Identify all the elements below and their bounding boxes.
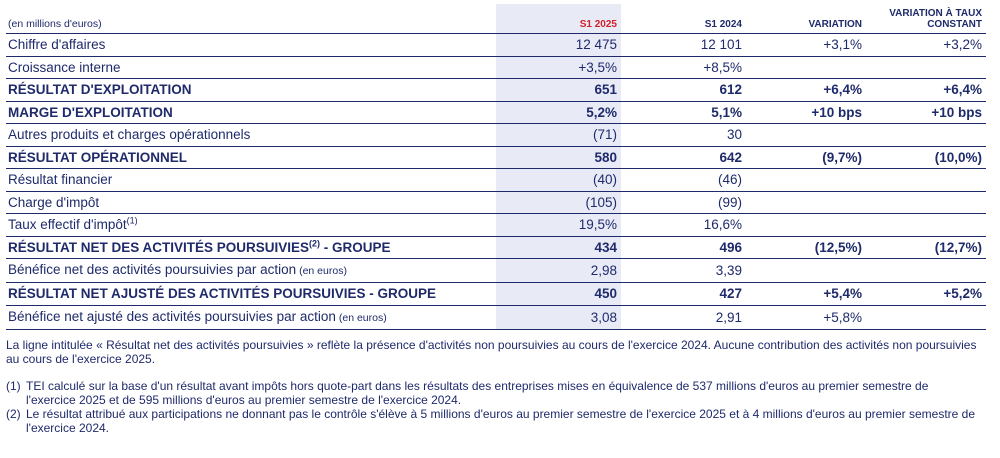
- cell-s1-2025: +3,5%: [496, 56, 621, 79]
- row-label-suffix: - GROUPE: [320, 239, 391, 255]
- row-label-text: Bénéfice net ajusté des activités poursuivies par action: [8, 308, 336, 324]
- row-label-unit: (en euros): [335, 311, 387, 324]
- row-label-text: Bénéfice net des activités poursuivies par action: [8, 262, 297, 277]
- cell-s1-2025: (40): [496, 169, 621, 192]
- row-label: Charge d'impôt: [6, 191, 496, 214]
- cell-variation: +10 bps: [746, 101, 866, 124]
- cell-s1-2025: 450: [496, 283, 621, 306]
- cell-variation: (9,7%): [746, 146, 866, 169]
- cell-variation: +5,8%: [746, 305, 866, 329]
- table-row: [6, 79, 986, 102]
- row-label: Autres produits et charges opérationnels: [6, 124, 496, 147]
- row-label-text: Taux effectif d'impôt: [8, 217, 127, 233]
- footnote-marker: (1): [6, 379, 21, 393]
- footnote-ref-1: (1): [126, 215, 138, 226]
- cell-s1-2024: 5,1%: [621, 101, 746, 124]
- cell-variation: +3,1%: [746, 34, 866, 57]
- cell-variation-constant: +10 bps: [866, 101, 986, 124]
- cell-variation-constant: (12,7%): [866, 236, 986, 259]
- table-row: [6, 191, 986, 214]
- cell-s1-2025: 651: [496, 79, 621, 102]
- table-row: [6, 305, 986, 329]
- row-label: RÉSULTAT D'EXPLOITATION: [6, 79, 496, 102]
- cell-variation-constant: [866, 56, 986, 79]
- cell-variation: [746, 124, 866, 147]
- table-header-row: [6, 4, 986, 34]
- footnote-text: Le résultat attribué aux participations ne donnant pas le contrôle s'élève à 5 millions d'euros au premier semestre de l'exercice 2025 et à 4 millions d'euros au premier semestre de l'exercice 2024.: [26, 407, 976, 435]
- row-label-unit: (en euros): [296, 265, 347, 277]
- cell-s1-2024: +8,5%: [621, 56, 746, 79]
- cell-variation-constant: (10,0%): [866, 146, 986, 169]
- footnote-1: [6, 379, 981, 407]
- table-row: [6, 214, 986, 237]
- table-row: [6, 283, 986, 306]
- row-label: [6, 214, 496, 237]
- cell-variation: +6,4%: [746, 79, 866, 102]
- cell-s1-2025: (105): [496, 191, 621, 214]
- table-row: [6, 169, 986, 192]
- cell-variation-constant: +5,2%: [866, 283, 986, 306]
- unit-label: (en millions d'euros): [6, 4, 496, 34]
- cell-s1-2025: 434: [496, 236, 621, 259]
- cell-s1-2024: 496: [621, 236, 746, 259]
- cell-s1-2025: 19,5%: [496, 214, 621, 237]
- cell-s1-2024: 642: [621, 146, 746, 169]
- cell-variation-constant: [866, 124, 986, 147]
- table-row: [6, 236, 986, 259]
- cell-variation: [746, 169, 866, 192]
- row-label: [6, 305, 496, 329]
- row-label: RÉSULTAT OPÉRATIONNEL: [6, 146, 496, 169]
- footnote-marker: (2): [6, 407, 21, 421]
- cell-s1-2024: 427: [621, 283, 746, 306]
- cell-variation-constant: +6,4%: [866, 79, 986, 102]
- col-header-variation-constant-line1: VARIATION À TAUX: [889, 8, 982, 19]
- intro-note: La ligne intitulée « Résultat net des activités poursuivies » reflète la présence d'activités non poursuivies au cours de l'exercice 2024. Aucune contribution des activités non poursuivies au cours de l'exercice 2025.: [6, 338, 977, 366]
- cell-s1-2024: (99): [621, 191, 746, 214]
- table-row: [6, 124, 986, 147]
- cell-s1-2024: (46): [621, 169, 746, 192]
- cell-variation-constant: [866, 214, 986, 237]
- col-header-s1-2024: S1 2024: [621, 4, 746, 34]
- cell-variation-constant: +3,2%: [866, 34, 986, 57]
- row-label: Chiffre d'affaires: [6, 34, 496, 57]
- cell-variation-constant: [866, 191, 986, 214]
- footnote-2: [6, 407, 981, 435]
- cell-s1-2025: (71): [496, 124, 621, 147]
- footnote-text: TEI calculé sur la base d'un résultat avant impôts hors quote-part dans les résultats des entreprises mises en équivalence de 537 millions d'euros au premier semestre de l'exercice 2025 et de 595 millions d'euros au premier semestre de l'exercice 2024.: [26, 379, 929, 407]
- cell-s1-2024: 3,39: [621, 259, 746, 283]
- cell-s1-2025: 3,08: [496, 305, 621, 329]
- table-row: [6, 56, 986, 79]
- cell-variation: [746, 214, 866, 237]
- cell-variation: [746, 259, 866, 283]
- row-label: [6, 259, 496, 283]
- cell-s1-2025: 580: [496, 146, 621, 169]
- footnote-ref-2: (2): [309, 238, 321, 249]
- cell-variation-constant: [866, 169, 986, 192]
- table-row: [6, 101, 986, 124]
- col-header-variation-constant-line2: CONSTANT: [927, 19, 982, 30]
- row-label: Croissance interne: [6, 56, 496, 79]
- row-label-text: RÉSULTAT NET DES ACTIVITÉS POURSUIVIES: [8, 239, 310, 255]
- cell-variation-constant: [866, 305, 986, 329]
- income-statement-table: [6, 4, 986, 330]
- cell-s1-2024: 12 101: [621, 34, 746, 57]
- cell-variation: [746, 191, 866, 214]
- row-label: RÉSULTAT NET AJUSTÉ DES ACTIVITÉS POURSUIVIES - GROUPE: [6, 283, 496, 306]
- cell-s1-2025: 2,98: [496, 259, 621, 283]
- cell-variation: [746, 56, 866, 79]
- cell-variation-constant: [866, 259, 986, 283]
- table-row: [6, 146, 986, 169]
- col-header-s1-2025: S1 2025: [496, 4, 621, 34]
- cell-s1-2024: 16,6%: [621, 214, 746, 237]
- col-header-variation-constant: [866, 4, 986, 34]
- row-label: [6, 236, 496, 259]
- cell-s1-2024: 2,91: [621, 305, 746, 329]
- notes-section: [6, 338, 981, 435]
- row-label: Résultat financier: [6, 169, 496, 192]
- cell-s1-2024: 30: [621, 124, 746, 147]
- cell-s1-2025: 5,2%: [496, 101, 621, 124]
- table-row: [6, 34, 986, 57]
- cell-variation: +5,4%: [746, 283, 866, 306]
- table-row: [6, 259, 986, 283]
- cell-variation: (12,5%): [746, 236, 866, 259]
- row-label: MARGE D'EXPLOITATION: [6, 101, 496, 124]
- cell-s1-2025: 12 475: [496, 34, 621, 57]
- col-header-variation: VARIATION: [746, 4, 866, 34]
- cell-s1-2024: 612: [621, 79, 746, 102]
